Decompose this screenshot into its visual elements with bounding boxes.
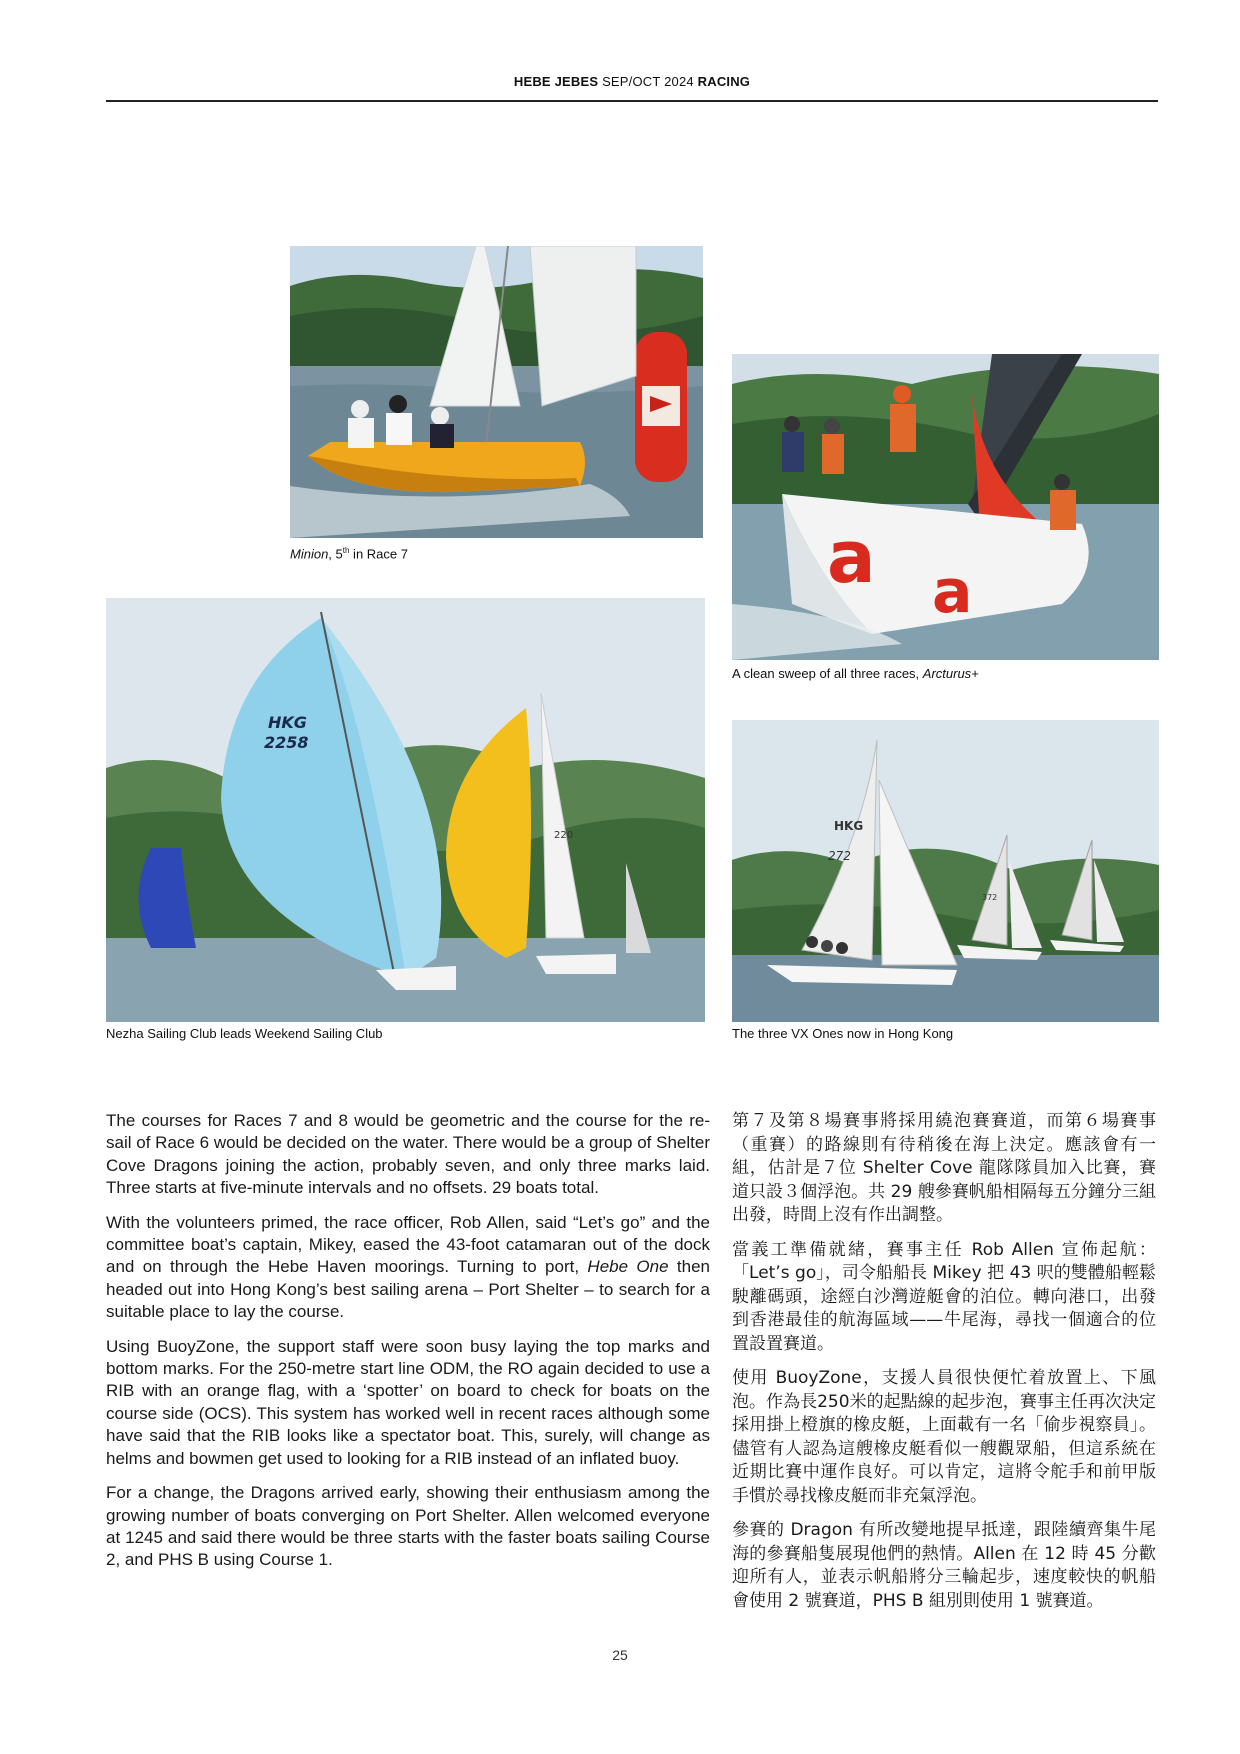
- sail-number-line1: HKG: [268, 713, 307, 732]
- english-paragraph-4: For a change, the Dragons arrived early, showing their enthusiasm among the growing number of boats converging on Port Shelter. Allen welcomed everyone at 1245 and said there would be three starts with the faster boats sailing Course 2, and PHS B using Course 1.: [106, 1483, 710, 1570]
- svg-text:a: a: [827, 515, 876, 599]
- sail-number-line2: 2258: [264, 733, 309, 752]
- caption-boat-name: Minion: [290, 546, 329, 562]
- header-rule: [106, 100, 1158, 102]
- boat-name-hebe-one: Hebe One: [587, 1257, 669, 1277]
- caption-vx-ones: The three VX Ones now in Hong Kong: [732, 1026, 954, 1041]
- publication-name: HEBE JEBES: [513, 74, 599, 89]
- english-paragraph-3: Using BuoyZone, the support staff were soon busy laying the top marks and bottom marks. For the 250-metre start line ODM, the RO again decided to use a RIB with an orange flag, with a ‘spotter’ on board to check for boats on the course side (OCS). This system has worked well in recent races although some have said that the RIB looks like a spectator boat. This, surely, will change as helms and bowmen get used to looking for a RIB instead of an inflated buoy.: [106, 1336, 710, 1468]
- yellow-sail-number: 220: [554, 830, 574, 841]
- caption-nezha: Nezha Sailing Club leads Weekend Sailing Club: [106, 1026, 383, 1041]
- english-paragraph-2: With the volunteers primed, the race officer, Rob Allen, said “Let’s go” and the committee boat’s captain, Mikey, eased the 43-foot catamaran out of the dock and on through the Hebe Haven moorings. Turning to port, Hebe One then headed out into Hong Kong’s best sailing arena – Port Shelter – to search for a suitable place to lay the course.: [106, 1212, 711, 1322]
- vx-second-number: 372: [982, 893, 998, 902]
- section-name: RACING: [697, 74, 751, 89]
- running-header: [106, 74, 1158, 89]
- photo-arcturus: [732, 354, 1159, 660]
- caption-minion: Minion, 5th in Race 7: [290, 546, 408, 562]
- vx-sail-line1: HKG: [834, 819, 864, 833]
- photo-vx-ones: [732, 720, 1159, 1022]
- photo-minion: [290, 246, 703, 538]
- page-number: 25: [612, 1647, 628, 1663]
- svg-text:a: a: [932, 557, 973, 627]
- chinese-article: [732, 1110, 1156, 1624]
- english-article: [106, 1110, 710, 1584]
- chinese-paragraph-3: 使用 BuoyZone，支援人員很快便忙着放置上、下風泡。作為長250米的起點線的起步泡，賽事主任再次決定採用掛上橙旗的橡皮艇，上面載有一名「偷步視察員」。儘管有人認為這艘橡皮艇看似一艘觀眾船，但這系統在近期比賽中運作良好。可以肯定，這將令舵手和前甲版手慣於尋找橡皮艇而非充氣浮泡。: [732, 1368, 1156, 1506]
- issue-date: SEP/OCT 2024: [602, 74, 694, 89]
- caption-arcturus: A clean sweep of all three races, Arcturus+: [732, 666, 979, 681]
- vx-sail-line2: 272: [828, 849, 851, 863]
- chinese-paragraph-2: 當義工準備就緒，賽事主任 Rob Allen 宣佈起航：「Let’s go」，司令船船長 Mikey 把 43 呎的雙體船輕鬆駛離碼頭，途經白沙灣遊艇會的泊位。轉向港口，出發到香港最佳的航海區域——牛尾海，尋找一個適合的位置設置賽道。: [732, 1239, 1156, 1354]
- caption-boat-name: Arcturus+: [922, 666, 979, 681]
- chinese-paragraph-1: 第７及第８場賽事將採用繞泡賽賽道，而第６場賽事（重賽）的路線則有待稍後在海上決定。應該會有一組，估計是７位 Shelter Cove 龍隊隊員加入比賽，賽道只設３個浮泡。共 29 艘參賽帆船相隔每五分鐘分三組出發，時間上沒有作出調整。: [732, 1111, 1156, 1225]
- chinese-paragraph-4: 參賽的 Dragon 有所改變地提早抵達，跟陸續齊集牛尾海的參賽船隻展現他們的熱情。Allen 在 12 時 45 分歡迎所有人，並表示帆船將分三輪起步，速度較快的帆船會使用 2 號賽道，PHS B 組別則使用 1 號賽道。: [732, 1520, 1156, 1611]
- photo-nezha: [106, 598, 705, 1022]
- english-paragraph-1: The courses for Races 7 and 8 would be geometric and the course for the re-sail of Race 6 would be decided on the water. There would be a group of Shelter Cove Dragons joining the action, probably seven, and only three marks laid. Three starts at five-minute intervals and no offsets. 29 boats total.: [106, 1111, 710, 1198]
